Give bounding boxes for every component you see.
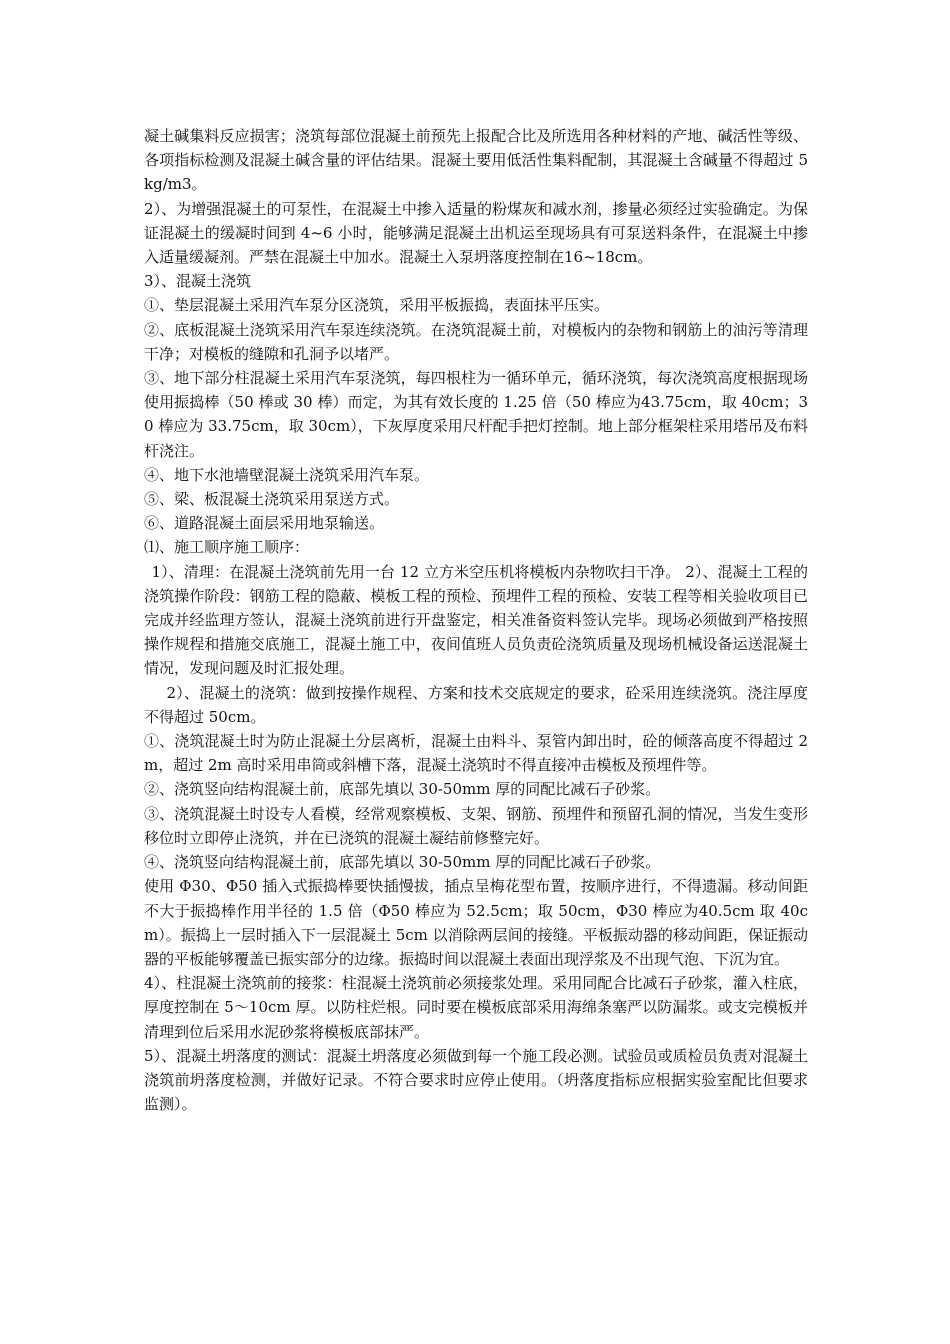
paragraph-vibration: 使用 Φ30、Φ50 插入式振捣棒要快插慢拔，插点呈梅花型布置，按顺序进行，不得遗漏。移动间距不大于振捣棒作用半径的 1.5 倍（Φ50 棒应为 52.5cm；取 50cm，Φ30 棒应为40.5cm 取 40cm）。振捣上一层时插入下一层混凝土 5cm 以消除两层间的接缝。平板振动器的移动间距，保证振动器的平板能够覆盖已振实部分的边缘。振捣时间以混凝土表面出现浮浆及不出现气泡、下沉为宜。 bbox=[144, 877, 808, 968]
paragraph-cushion-layer: ①、垫层混凝土采用汽车泵分区浇筑，采用平板振捣，表面抹平压实。 bbox=[144, 296, 610, 315]
paragraph-beams-slabs: ⑤、梁、板混凝土浇筑采用泵送方式。 bbox=[144, 490, 400, 509]
paragraph-pool-walls: ④、地下水池墙壁混凝土浇筑采用汽车泵。 bbox=[144, 465, 430, 484]
paragraph-alkali-aggregate: 凝土碱集料反应损害；浇筑每部位混凝土前预先上报配合比及所选用各种材料的产地、碱活性等级、各项指标检测及混凝土碱含量的评估结果。混凝土要用低活性集料配制，其混凝土含碱量不得超过 5kg/m3。 bbox=[144, 127, 808, 194]
paragraph-underground-columns: ③、地下部分柱混凝土采用汽车泵浇筑，每四根柱为一循环单元，循环浇筑，每次浇筑高度根据现场使用振捣棒（50 棒或 30 棒）而定，为其有效长度的 1.25 倍（50 棒应为43.75cm，取 40cm；30 棒应为 33.75cm，取 30cm），下灰厚度采用尺杆配手把灯控制。地上部分框架柱采用塔吊及布料杆浇注。 bbox=[144, 369, 808, 460]
paragraph-pumpability: 2）、为增强混凝土的可泵性，在混凝土中掺入适量的粉煤灰和减水剂，掺量必须经过实验确定。为保证混凝土的缓凝时间到 4~6 小时，能够满足混凝土出机运至现场具有可泵送料条件，在混凝土中掺入适量缓凝剂。严禁在混凝土中加水。混凝土入泵坍落度控制在16~18cm。 bbox=[144, 199, 808, 267]
paragraph-road-surface: ⑥、道路混凝土面层采用地泵输送。 bbox=[144, 514, 385, 533]
paragraph-mortar-layer-2: ④、浇筑竖向结构混凝土前，底部先填以 30-50mm 厚的同配比减石子砂浆。 bbox=[144, 853, 661, 872]
paragraph-slump-test: 5）、混凝土坍落度的测试：混凝土坍落度必须做到每一个施工段必测。试验员或质检员负责对混凝土浇筑前坍落度检测，并做好记录。不符合要求时应停止使用。（坍落度指标应根据实验室配比但要求监测）。 bbox=[144, 1046, 808, 1114]
heading-construction-sequence: ⑴、施工顺序施工顺序： bbox=[144, 538, 310, 557]
paragraph-continuous-pouring: 2）、混凝土的浇筑：做到按操作规程、方案和技术交底规定的要求，砼采用连续浇筑。浇注厚度不得超过 50cm。 bbox=[144, 683, 808, 726]
paragraph-column-grouting: 4）、柱混凝土浇筑前的接浆：柱混凝土浇筑前必须接浆处理。采用同配合比减石子砂浆，灌入柱底，厚度控制在 5～10cm 厚。以防柱烂根。同时要在模板底部采用海绵条塞严以防漏浆。或支完模板并清理到位后采用水泥砂浆将模板底部抹严。 bbox=[144, 974, 808, 1041]
paragraph-mortar-layer-1: ②、浇筑竖向结构混凝土前，底部先填以 30-50mm 厚的同配比减石子砂浆。 bbox=[144, 780, 661, 799]
paragraph-formwork-watch: ③、浇筑混凝土时设专人看模，经常观察模板、支架、钢筋、预埋件和预留孔洞的情况，当发生变形移位时立即停止浇筑，并在已浇筑的混凝土凝结前修整完好。 bbox=[144, 804, 808, 847]
document-body bbox=[144, 124, 808, 1116]
paragraph-base-slab: ②、底板混凝土浇筑采用汽车泵连续浇筑。在浇筑混凝土前，对模板内的杂物和钢筋上的油污等清理干净；对模板的缝隙和孔洞予以堵严。 bbox=[144, 320, 808, 363]
heading-concrete-pouring: 3）、混凝土浇筑 bbox=[144, 272, 252, 291]
paragraph-cleaning-and-operation: 1）、清理：在混凝土浇筑前先用一台 12 立方米空压机将模板内杂物吹扫干净。 2）、混凝土工程的浇筑操作阶段：钢筋工程的隐蔽、模板工程的预检、预埋件工程的预检、安装工程等相关验收项目已完成并经监理方签认，混凝土浇筑前进行开盘鉴定，相关准备资料签认完毕。现场必须做到严格按照操作规程和措施交底施工，混凝土施工中，夜间值班人员负责砼浇筑质量及现场机械设备运送混凝土情况，发现问题及时汇报处理。 bbox=[144, 562, 808, 678]
paragraph-segregation-prevention: ①、浇筑混凝土时为防止混凝土分层离析，混凝土由料斗、泵管内卸出时，砼的倾落高度不得超过 2m，超过 2m 高时采用串筒或斜槽下落，混凝土浇筑时不得直接冲击模板及预埋件等。 bbox=[144, 732, 808, 775]
